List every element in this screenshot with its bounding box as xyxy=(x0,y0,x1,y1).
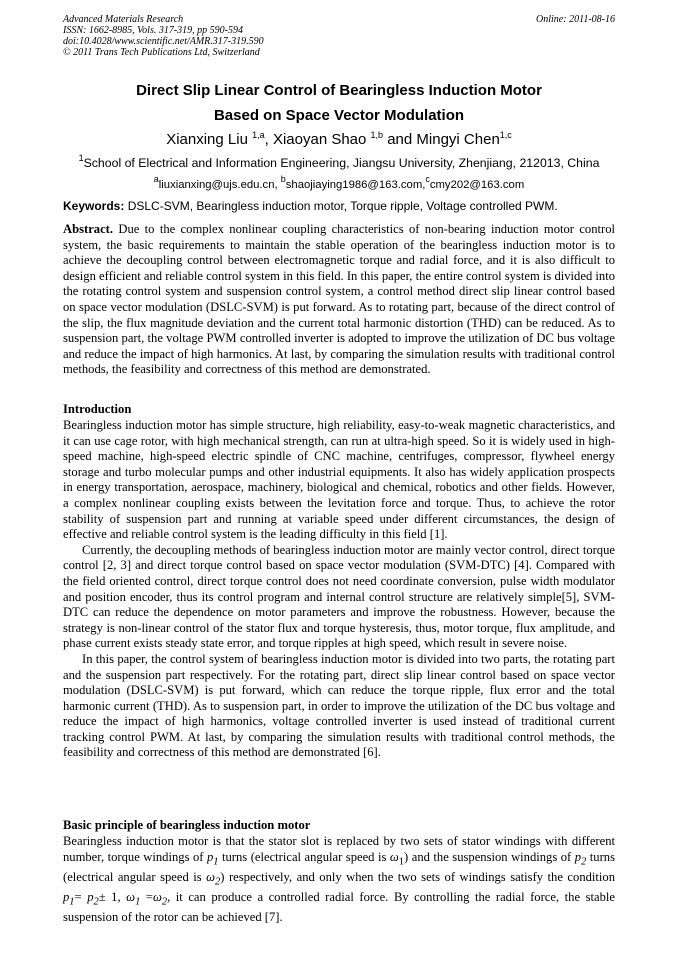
math-operator: = xyxy=(140,889,153,904)
email-a: liuxianxing@ujs.edu.cn, xyxy=(158,179,281,191)
author-2: Xiaoyan Shao xyxy=(272,131,367,148)
paragraph xyxy=(63,834,615,926)
copyright: © 2011 Trans Tech Publications Ltd, Switzerland xyxy=(63,47,260,58)
email-list xyxy=(60,174,618,192)
basic-principle-heading xyxy=(63,818,615,834)
email-b: shaojiaying1986@163.com, xyxy=(285,179,426,191)
abstract-text: Due to the complex nonlinear coupling characteristics of non-bearing induction motor control system, the basic requirements to maintain the stable operation of the bearingless induction motor is to achieve the decoupling control between electromagnetic torque and radial force, and it is also difficult to design efficient and reliable control system in this field. In this paper, the entire control system is divided into the rotating control system and suspension control system, a control method direct slip linear control based on space vector modulation (DSLC-SVM) is put forward. As to rotating part, because of the direct control of the slip, the flux magnitude deviation and the current total harmonic distortion (THD) can be reduced. As to suspension part, the voltage PWM controlled inverter is adopted to improve the utilization of DC bus voltage and reduce the impact of high harmonics. At last, by comparing the simulation results with traditional control methods, the feasibility and correctness of this method are demonstrated. xyxy=(63,222,615,377)
email-marker: b xyxy=(280,174,286,184)
math-symbol: p xyxy=(206,849,214,864)
basic-principle-body xyxy=(63,834,615,926)
math-subscript: 1 xyxy=(135,896,141,908)
issn: ISSN: 1662-8985, Vols. 317-319, pp 590-594 xyxy=(63,25,243,36)
math-subscript: 2 xyxy=(93,896,99,908)
email-marker: a xyxy=(153,174,159,184)
author-1-affil: 1,a xyxy=(252,130,265,140)
abstract-label: Abstract. xyxy=(63,222,114,236)
affiliation-text: School of Electrical and Information Engineering, Jiangsu University, Zhenjiang, 212013, China xyxy=(83,156,600,170)
paragraph: In this paper, the control system of bearingless induction motor is divided into two parts, the rotating part and the suspension part respectively. For the rotating part, direct slip linear control based on space vector modulation (DSLC-SVM) is put forward, which can reduce the torque ripple, flux error and the total harmonic current (THD). As to suspension part, in order to improve the utilization of the DC bus voltage and reduce the impact of high harmonics, voltage controlled inverter is used instead of traditional current tracking control PWM. At last, by comparing the simulation results with traditional control methods, the feasibility and correctness of this method are demonstrated [6]. xyxy=(63,651,615,760)
keywords-label: Keywords: xyxy=(63,199,125,213)
section-heading: Introduction xyxy=(63,402,132,416)
math-subscript: 1 xyxy=(213,856,219,868)
math-subscript: 2 xyxy=(215,876,221,888)
email-c: cmy202@163.com xyxy=(429,179,525,191)
email-marker: c xyxy=(425,174,430,184)
math-symbol: ω xyxy=(206,869,216,884)
math-subscript: 1 xyxy=(398,856,405,868)
paper-title-line2: Based on Space Vector Modulation xyxy=(213,107,465,124)
section-heading: Basic principle of bearingless induction motor xyxy=(63,818,311,832)
text-run: turns (electrical angular speed is xyxy=(218,849,390,864)
introduction-body xyxy=(63,418,615,761)
author-list xyxy=(60,131,618,149)
text-run: ) and the suspension windings of xyxy=(404,849,575,864)
math-symbol: ω xyxy=(126,889,136,904)
math-operator: = xyxy=(74,889,88,904)
journal-header xyxy=(63,14,264,58)
paragraph: Bearingless induction motor has simple structure, high reliability, easy-to-weak magnetic characteristics, and it can use cage rotor, with high mechanical strength, can run at ultra-high speed. So it is widely used in high-speed machine, high-speed electric spindle of CNC machine, centrifuges, compressor, flywheel energy storage and turbo molecular pumps and other industrial equipments. It also has widely application prospects in energy transportation, aerospace, machinery, biological and chemical, robotics and other fields. However, a complex nonlinear coupling exists between the levitation force and torque. Thus, to achieve the rotor stability of suspension part and running at variable speed under different circumstances, the design of effective and reliable control system is the leading difficulty in this field [1]. xyxy=(63,418,615,542)
paragraph: Currently, the decoupling methods of bearingless induction motor are mainly vector control, direct torque control [2, 3] and direct torque control based on space vector modulation (SVM-DTC) [4]. Compared with the field oriented control, direct torque control does not need coordinate conversion, pulse width modulator and position encoder, thus its control program and internal control structure are relatively simple[5], SVM-DTC can reduce the dependence on motor parameters and improve the robustness. However, because the strategy is non-linear control of the stator flux and torque hysteresis, thus, motor torque, flux amplitude, and phase current exists steady state error, and torque ripples at high speed, which result in severe noise. xyxy=(63,542,615,651)
affiliation xyxy=(60,153,618,171)
math-subscript: 1 xyxy=(69,896,75,908)
math-symbol: p xyxy=(63,889,70,904)
keywords-text: DSLC-SVM, Bearingless induction motor, Torque ripple, Voltage controlled PWM. xyxy=(124,199,558,213)
affiliation-marker: 1 xyxy=(78,153,84,163)
abstract xyxy=(63,222,615,378)
journal-name: Advanced Materials Research xyxy=(63,14,184,25)
math-symbol: p xyxy=(87,889,94,904)
online-date: Online: 2011-08-16 xyxy=(536,14,615,25)
author-separator: , xyxy=(264,131,273,148)
math-subscript: 2 xyxy=(581,856,587,868)
author-separator: and xyxy=(383,131,417,148)
author-1: Xianxing Liu xyxy=(166,131,248,148)
math-subscript: 2 xyxy=(161,896,168,908)
math-operator: ± 1, xyxy=(98,889,127,904)
math-symbol: ω xyxy=(389,849,399,864)
introduction-heading xyxy=(63,402,615,418)
author-3: Mingyi Chen xyxy=(416,131,500,148)
math-symbol: ω xyxy=(152,889,162,904)
text-run: ) respectively, and only when the two sets of windings satisfy the condition xyxy=(220,869,615,884)
text-run: Bearingless induction motor is that the stator slot is replaced by two sets of stator windings with different number, torque windings of xyxy=(63,834,615,864)
author-2-affil: 1,b xyxy=(370,130,384,140)
text-run: turns (electrical angular speed is xyxy=(63,849,615,884)
doi: doi:10.4028/www.scientific.net/AMR.317-319.590 xyxy=(63,36,264,47)
math-symbol: p xyxy=(574,849,582,864)
paper-title-line1: Direct Slip Linear Control of Bearingless Induction Motor xyxy=(136,82,542,99)
keywords xyxy=(63,199,618,213)
text-run: , it can produce a controlled radial force. By controlling the radial force, the stable suspension of the rotor can be achieved [7]. xyxy=(63,889,615,924)
author-3-affil: 1,c xyxy=(499,130,512,140)
